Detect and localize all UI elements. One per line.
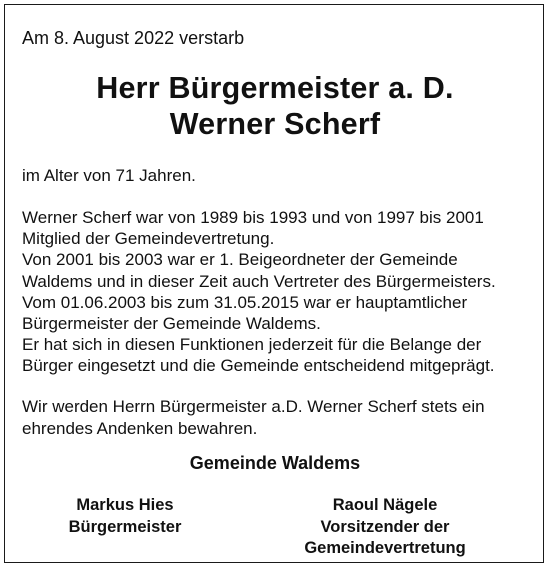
body-line: Mitglied der Gemeindevertretung. bbox=[22, 229, 275, 249]
signatory-right bbox=[300, 495, 470, 560]
body-line: Waldems und in dieser Zeit auch Vertreter des Bürgermeisters. bbox=[22, 271, 496, 291]
body-line: Er hat sich in diesen Funktionen jederzeit für die Belange der bbox=[22, 335, 482, 355]
age-text: im Alter von 71 Jahren. bbox=[22, 166, 196, 185]
biography-paragraph bbox=[22, 207, 496, 377]
signatory-right-role-line-2: Gemeindevertretung bbox=[304, 539, 466, 557]
body-line: Bürger eingesetzt und die Gemeinde entscheidend mitgeprägt. bbox=[22, 356, 495, 376]
signatory-right-name: Raoul Nägele bbox=[332, 496, 438, 514]
body-line: Vom 01.06.2003 bis zum 31.05.2015 war er hauptamtlicher bbox=[22, 292, 468, 312]
intro-text: Am 8. August 2022 verstarb bbox=[22, 28, 245, 48]
closing-paragraph bbox=[22, 396, 485, 439]
signatory-left bbox=[40, 495, 210, 538]
body-line: Werner Scherf war von 1989 bis 1993 und von 1997 bis 2001 bbox=[22, 208, 484, 227]
closing-line: ehrendes Andenken bewahren. bbox=[22, 418, 258, 438]
title-line-2: Werner Scherf bbox=[169, 107, 381, 141]
title-line-1: Herr Bürgermeister a. D. bbox=[96, 71, 454, 105]
organization-name: Gemeinde Waldems bbox=[189, 453, 361, 473]
signatory-left-name: Markus Hies bbox=[76, 496, 174, 514]
signatory-left-role: Bürgermeister bbox=[68, 517, 182, 536]
body-line: Bürgermeister der Gemeinde Waldems. bbox=[22, 314, 321, 334]
signatory-right-role-line-1: Vorsitzender der bbox=[320, 517, 450, 536]
closing-line: Wir werden Herrn Bürgermeister a.D. Werner Scherf stets ein bbox=[22, 397, 485, 416]
body-line: Von 2001 bis 2003 war er 1. Beigeordneter der Gemeinde bbox=[22, 250, 458, 270]
